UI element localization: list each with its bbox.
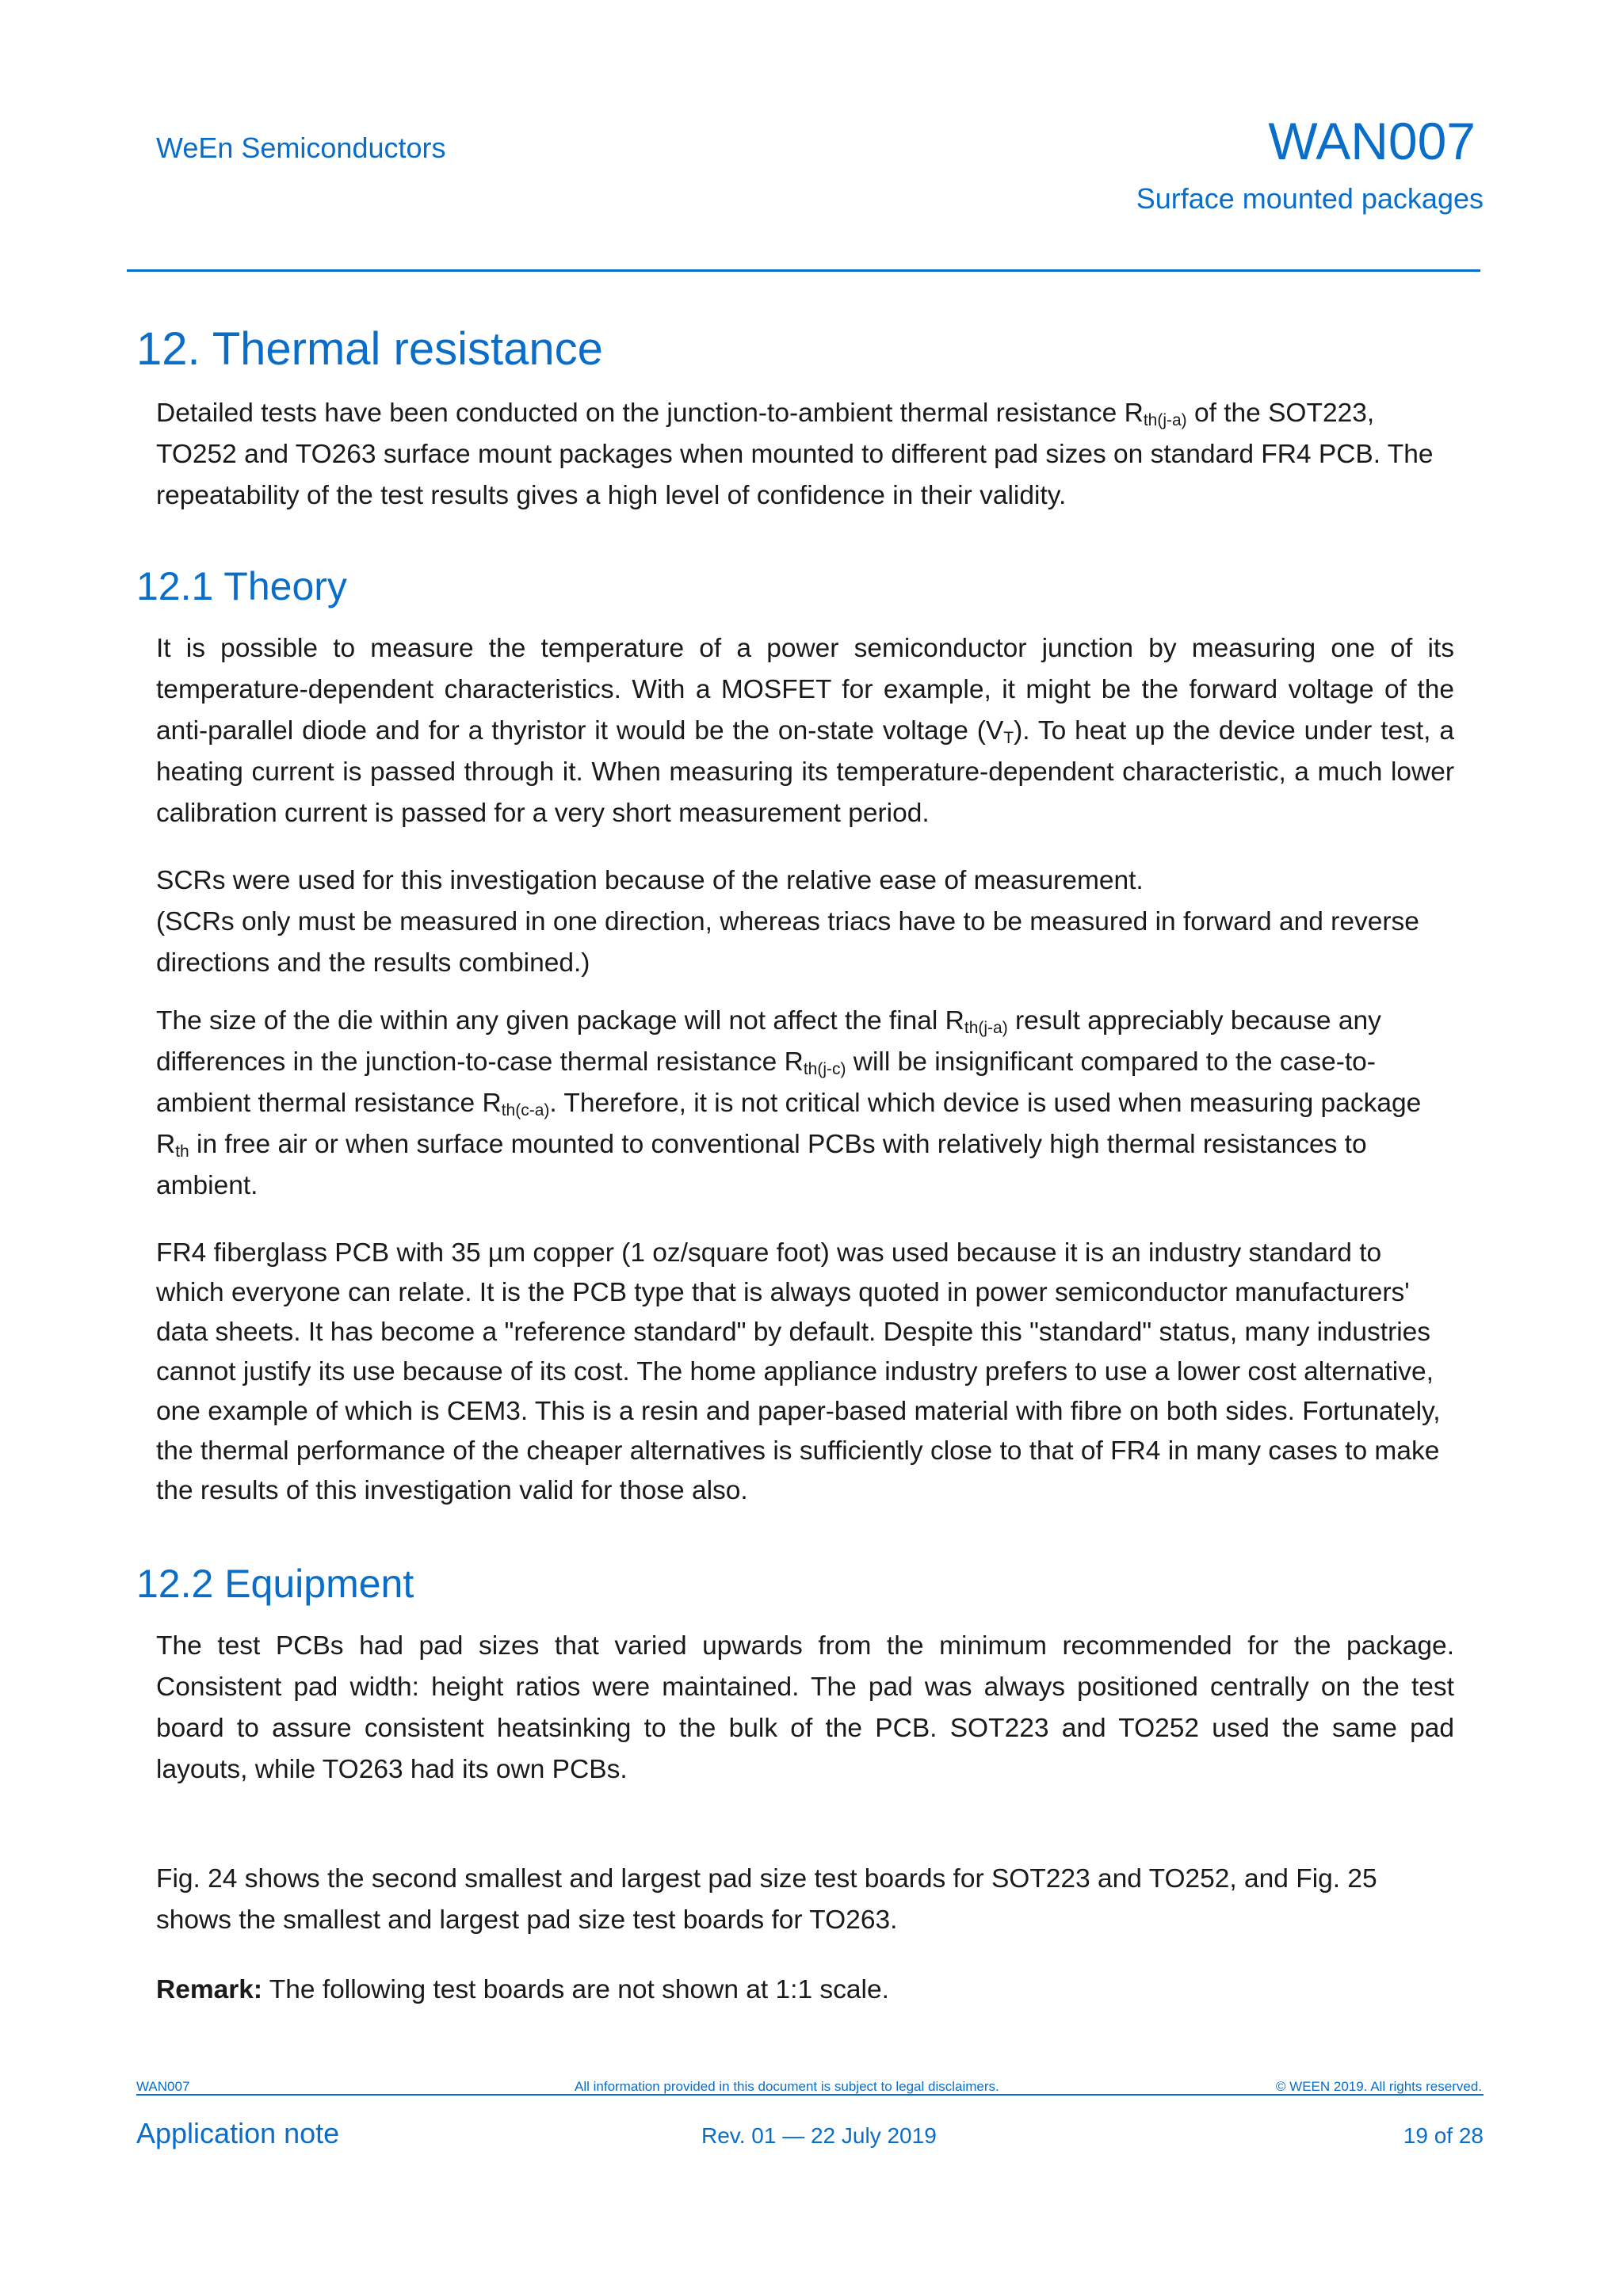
header-doc-id: WAN007 [1268, 112, 1476, 170]
footer-page-number: 19 of 28 [1403, 2123, 1484, 2148]
equipment-remark: Remark: The following test boards are not shown at 1:1 scale. [156, 1975, 889, 2004]
footer-divider [136, 2094, 1484, 2096]
theory-paragraph-1: It is possible to measure the temperature of a power semiconductor junction by measuring one of its temperature-dependent characteristics. With a MOSFET for example, it might be the forward voltage of the anti-parallel diode and for a thyristor it would be the on-state voltage $(V_T)$. To heat up the device under test, a heating current is passed through it. When measuring its temperature-dependent characteristic, a much lower calibration current is passed for a very short measurement period. [156, 634, 1454, 828]
header-subtitle: Surface mounted packages [1136, 182, 1484, 215]
equipment-heading: 12.2 Equipment [136, 1562, 414, 1606]
footer-revision: Rev. 01 — 22 July 2019 [701, 2123, 937, 2148]
theory-paragraph-3: The size of the die within any given package will not affect the final $R_{th(j-a)}$ result appreciably because any differences in the junction-to-case thermal resistance $R_{th(j-c)}$ will be insignificant compared to the case-to-ambient thermal resistance $R_{th(c-a)}$. Therefore, it is not critical which device is used when measuring package $R_{th}$ in free air or when surface mounted to conventional PCBs with relatively high thermal resistances to ambient. [156, 1006, 1422, 1200]
footer-doc-type: Application note [136, 2117, 340, 2149]
theory-paragraph-4: FR4 fiberglass PCB with 35 µm copper (1 oz/square foot) was used because it is an industry standard to which everyone can relate. It is the PCB type that is always quoted in power semiconductor manufacturers' data sheets. It has become a "reference standard" by default. Despite this "standard" status, many industries cannot justify its use because of its cost. The home appliance industry prefers to use a lower cost alternative, one example of which is CEM3. This is a resin and paper-based material with fibre on both sides. Fortunately, the thermal performance of the cheaper alternatives is sufficiently close to that of FR4 in many cases to make the results of this investigation valid for those also. [156, 1238, 1441, 1505]
section-title: 12. Thermal resistance [136, 323, 603, 375]
theory-paragraph-2: SCRs were used for this investigation because of the relative ease of measurement. (SCRs only must be measured in one direction, whereas triacs have to be measured in forward and reverse directions and the results combined.) [156, 866, 1419, 978]
equipment-paragraph-2: Fig. 24 shows the second smallest and largest pad size test boards for SOT223 and TO252, and Fig. 25 shows the smallest and largest pad size test boards for TO263. [156, 1864, 1377, 1935]
theory-heading: 12.1 Theory [136, 564, 347, 608]
footer-disclaimer: All information provided in this document is subject to legal disclaimers. [575, 2079, 999, 2094]
footer-copyright: © WEEN 2019. All rights reserved. [1275, 2079, 1482, 2094]
footer-doc-id: WAN007 [136, 2079, 190, 2094]
header-divider [127, 269, 1480, 272]
header-company: WeEn Semiconductors [156, 132, 446, 164]
section-intro-paragraph: Detailed tests have been conducted on the junction-to-ambient thermal resistance $R_{th(j-a)}$ of the SOT223, TO252 and TO263 surface mount packages when mounted to different pad sizes on standard FR4 PCB. The repeatability of the test results gives a high level of confidence in their validity. [156, 399, 1434, 510]
equipment-paragraph-1: The test PCBs had pad sizes that varied upwards from the minimum recommended for the package. Consistent pad width: height ratios were maintained. The pad was always positioned centrally on the test board to assure consistent heatsinking to the bulk of the PCB. SOT223 and TO252 used the same pad layouts, while TO263 had its own PCBs. [156, 1631, 1454, 1784]
